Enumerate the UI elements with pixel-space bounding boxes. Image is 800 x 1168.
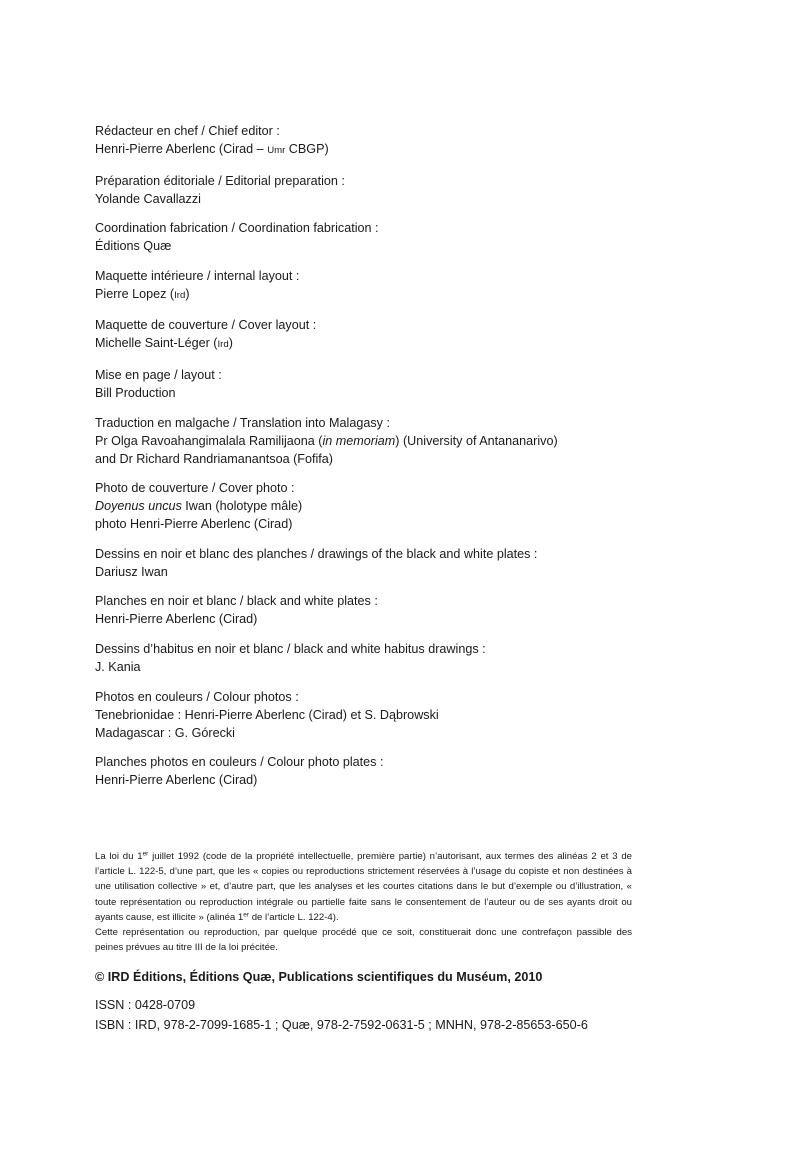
credit-label: Coordination fabrication / Coordination fabrication : bbox=[95, 221, 379, 236]
credit-editorial-preparation bbox=[95, 172, 755, 208]
credit-plate-drawings bbox=[95, 545, 755, 581]
credit-value: Doyenus uncus Iwan (holotype mâle) bbox=[95, 499, 303, 514]
credit-label: Planches photos en couleurs / Colour photo plates : bbox=[95, 755, 384, 770]
credit-internal-layout bbox=[95, 267, 755, 305]
credit-label: Dessins en noir et blanc des planches / drawings of the black and white plates : bbox=[95, 546, 538, 561]
credit-colour-photos bbox=[95, 688, 755, 742]
credit-label: Maquette de couverture / Cover layout : bbox=[95, 318, 317, 333]
credit-value: Bill Production bbox=[95, 385, 176, 400]
credit-habitus-drawings bbox=[95, 640, 755, 676]
credit-value: Dariusz Iwan bbox=[95, 564, 168, 579]
credit-coordination bbox=[95, 219, 755, 255]
credit-bw-plates bbox=[95, 592, 755, 628]
credit-label: Préparation éditoriale / Editorial preparation : bbox=[95, 173, 345, 188]
credit-value: Henri-Pierre Aberlenc (Cirad) bbox=[95, 612, 258, 627]
credit-value: Yolande Cavallazzi bbox=[95, 191, 201, 206]
credit-colour-photo-plates bbox=[95, 753, 755, 789]
legal-paragraph: Cette représentation ou reproduction, par quelque procédé que ce soit, constituerait donc une contrefaçon passible des peines prévues au titre III de la loi précitée. bbox=[95, 927, 632, 954]
copyright-line: © IRD Éditions, Éditions Quæ, Publications scientifiques du Muséum, 2010 bbox=[95, 970, 543, 984]
legal-notice bbox=[95, 849, 632, 955]
credit-label: Photo de couverture / Cover photo : bbox=[95, 481, 295, 496]
credit-page-layout bbox=[95, 366, 755, 402]
credit-value: Michelle Saint-Léger (Ird) bbox=[95, 336, 233, 351]
credit-translation bbox=[95, 414, 755, 468]
issn: ISSN : 0428-0709 bbox=[95, 998, 196, 1012]
credit-value: photo Henri-Pierre Aberlenc (Cirad) bbox=[95, 517, 293, 532]
credit-value: Pierre Lopez (Ird) bbox=[95, 286, 190, 301]
publication-identifiers bbox=[95, 995, 588, 1035]
credit-label: Photos en couleurs / Colour photos : bbox=[95, 689, 299, 704]
legal-paragraph: La loi du 1er juillet 1992 (code de la propriété intellectuelle, première partie) n’autorisant, aux termes des alinéas 2 et 3 de l’article L. 122-5, d’une part, que les « copies ou reproductions strictement réservées à l’usage du copiste et non destinées à une utilisation collective » et, d’autre part, que les analyses et les courtes citations dans le but d’exemple ou d’illustration, « toute représentation ou reproduction intégrale ou partielle faite sans le consentement de l’auteur ou de ses ayants droit ou ayants cause, est illicite » (alinéa 1er de l’article L. 122-4). bbox=[95, 850, 632, 923]
credit-cover-photo bbox=[95, 479, 755, 533]
credit-value: Henri-Pierre Aberlenc (Cirad – Umr CBGP) bbox=[95, 142, 329, 156]
credit-label: Traduction en malgache / Translation into Malagasy : bbox=[95, 415, 390, 430]
credit-value: Madagascar : G. Górecki bbox=[95, 725, 235, 740]
credit-value: and Dr Richard Randriamanantsoa (Fofifa) bbox=[95, 451, 333, 466]
credit-value: Henri-Pierre Aberlenc (Cirad) bbox=[95, 773, 258, 788]
credit-value: J. Kania bbox=[95, 659, 141, 674]
credit-label: Maquette intérieure / internal layout : bbox=[95, 268, 300, 283]
credit-label: Planches en noir et blanc / black and white plates : bbox=[95, 594, 378, 609]
credit-label: Rédacteur en chef / Chief editor : bbox=[95, 124, 280, 138]
credits-list bbox=[95, 122, 755, 801]
credit-value: Tenebrionidae : Henri-Pierre Aberlenc (Cirad) et S. Dąbrowski bbox=[95, 707, 439, 722]
credit-label: Dessins d’habitus en noir et blanc / black and white habitus drawings : bbox=[95, 641, 486, 656]
credit-value: Éditions Quæ bbox=[95, 239, 172, 254]
credit-value: Pr Olga Ravoahangimalala Ramilijaona (in memoriam) (University of Antananarivo) bbox=[95, 433, 558, 448]
isbn: ISBN : IRD, 978-2-7099-1685-1 ; Quæ, 978-2-7592-0631-5 ; MNHN, 978-2-85653-650-6 bbox=[95, 1018, 588, 1032]
credit-chief-editor bbox=[95, 122, 755, 160]
credit-label: Mise en page / layout : bbox=[95, 367, 222, 382]
credit-cover-layout bbox=[95, 316, 755, 354]
